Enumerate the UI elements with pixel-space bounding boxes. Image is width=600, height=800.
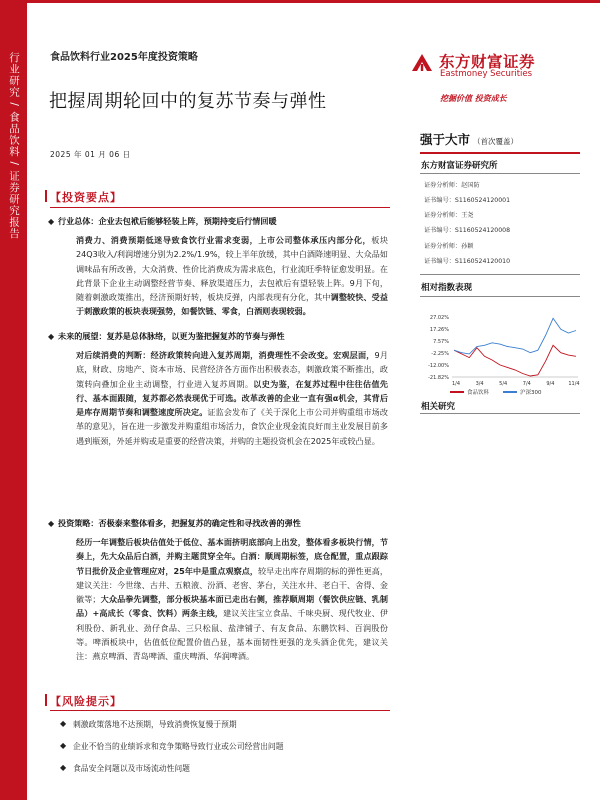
diamond-icon: ◆ — [48, 519, 55, 528]
bullet-strategy — [48, 518, 301, 529]
analyst-3-cert: 证书编号：S1160524120010 — [424, 258, 511, 265]
p3-text: 较早走出库存周期的标的弹性更高，建议关注：今世缘、古井、五粮液、汾酒、老窖、茅台，关注水井、老白干、舍得、金徽等； — [76, 565, 388, 605]
highlights-title: 【投资要点】 — [50, 191, 122, 204]
brand-mark-icon — [410, 51, 434, 75]
p1-bold-2: 调整较快、受益于刺激政策的板块表现强势，如餐饮链、零食，白酒则表现较弱。 — [76, 292, 388, 317]
brand-name-en: Eastmoney Securities — [440, 69, 533, 79]
institute-name: 东方财富证券研究所 — [421, 161, 498, 171]
rating-note: （首次覆盖） — [473, 137, 519, 146]
risk-title: 【风险提示】 — [50, 695, 122, 708]
brand-name-cn: 东方财富证券 — [439, 53, 536, 71]
legend-swatch-hs300 — [503, 391, 517, 393]
analyst-3-name: 证券分析师：孙颖 — [424, 243, 474, 250]
y-tick-label: 7.57% — [433, 339, 449, 345]
perf-chart-title: 相对指数表现 — [421, 283, 473, 293]
top-rule — [27, 0, 600, 3]
risk-text-2: 企业不恰当的业绩诉求和竞争策略导致行业或公司经营出问题 — [73, 742, 284, 751]
p2-bold-2: 以史为鉴，在复苏过程中往往估值先行、基本面跟随，复苏都必然表现优于可选。改革改善的企业一直有强α机会，其背后是库存周期节奏和调整速度所决定。 — [76, 378, 388, 418]
related-research-title: 相关研究 — [421, 402, 456, 412]
paragraph-outlook — [76, 348, 388, 448]
x-tick-label: 3/4 — [475, 381, 484, 387]
bullet-outlook — [48, 331, 285, 342]
legend-item-food — [450, 388, 489, 396]
paragraph-strategy — [76, 535, 388, 664]
diamond-icon: ◆ — [48, 332, 55, 341]
risk-item — [60, 741, 284, 752]
risk-text-3: 食品安全问题以及市场流动性问题 — [73, 764, 190, 773]
y-tick-label: -2.25% — [431, 351, 449, 357]
report-date: 2025 年 01 月 06 日 — [50, 150, 131, 159]
p2-text: 9月底，财政、房地产、资本市场、民营经济各方面作出积极表态，刺激政策不断推出，政策转向叠加企业主动调整，行业进入复苏周期。 — [76, 350, 388, 389]
diamond-icon: ◆ — [60, 741, 67, 750]
sidebar-label: 行业研究 / 食品饮料 / 证券研究报告 — [8, 52, 20, 240]
bullet-industry — [48, 216, 277, 227]
rating-divider — [420, 152, 580, 154]
diamond-icon: ◆ — [60, 719, 67, 728]
x-tick-label: 7/4 — [522, 381, 531, 387]
legend-label-food: 食品饮料 — [467, 390, 490, 396]
series-line-food-beverage — [454, 345, 576, 376]
y-tick-label: -21.82% — [428, 375, 449, 381]
analyst-1-cert: 证书编号：S1160524120001 — [424, 197, 511, 204]
x-tick-label: 1/4 — [451, 381, 461, 387]
p3-text-2: 建议关注宝立食品、千味央厨、现代牧业、伊利股份、新乳业、劲仔食品、三只松鼠、盐津铺子、有友食品、东鹏饮料、百润股份等。啤酒板块中，估值低位配置价值凸显，基本面韧性更强的龙头酒企优先，建议关注：燕京啤酒、青岛啤酒、重庆啤酒、华润啤酒。 — [76, 608, 388, 662]
brand-logo — [410, 49, 555, 79]
sidebar-band — [0, 0, 27, 800]
brand-slogan: 挖掘价值 投资成长 — [440, 94, 507, 103]
risk-divider — [50, 710, 390, 711]
report-industry: 食品饮料行业2025年度投资策略 — [50, 52, 198, 63]
paragraph-consumption — [76, 233, 388, 319]
x-tick-label: 5/4 — [499, 381, 508, 387]
analyst-1-name: 证券分析师：赵国防 — [424, 182, 480, 189]
x-tick-label: 9/4 — [546, 381, 555, 387]
y-tick-label: 17.26% — [429, 327, 449, 333]
diamond-icon: ◆ — [48, 217, 55, 226]
rating-label: 强于大市 — [420, 132, 471, 147]
related-divider-top — [420, 413, 580, 414]
y-tick-label: -12.00% — [428, 363, 449, 369]
p2-text-2: 证监会发布了《关于深化上市公司并购重组市场改革的意见》，旨在进一步激发并购重组市场活力，食饮企业现金流良好而主业发展目前多遇到瓶颈，外延并购或是重要的经营决策，并购的主题投资机会在2025年或较凸显。 — [76, 407, 388, 446]
y-tick-label: 27.02% — [429, 315, 449, 321]
risk-item — [60, 763, 190, 774]
x-tick-label: 11/4 — [568, 381, 580, 387]
series-line-hs300 — [454, 318, 576, 354]
bullet-strategy-text: 投资策略：否极泰来整体看多，把握复苏的确定性和寻找改善的弹性 — [58, 518, 301, 528]
p1-text: 板块24Q3收入/利润增速分别为2.2%/1.9%，较上半年放缓，其中白酒降速明显、大众品如调味品有所改善，大众消费、性价比消费成为需求底色，行业流旺季特征愈发明显。在此背景下企业主动调整经营节奏、释放渠道压力，去包袱后有望轻装上阵。9月下旬，随着刺激政策推出，经济预期好转，板块反弹，内部表现有分化，其中 — [76, 235, 388, 303]
bullet-outlook-text: 未来的展望：复苏是总体脉络，以更为鉴把握复苏的节奏与弹性 — [58, 331, 285, 341]
report-title: 把握周期轮回中的复苏节奏与弹性 — [49, 91, 327, 112]
chart-title-divider — [420, 296, 580, 297]
p1-bold: 消费力、消费预期低迷导致食饮行业需求变弱，上市公司整体承压内部分化， — [76, 235, 372, 245]
analyst-2-cert: 证书编号：S1160524120008 — [424, 227, 511, 234]
diamond-icon: ◆ — [60, 763, 67, 772]
bullet-industry-text: 行业总体：企业去包袱后能够轻装上阵，预期持变后行情回暖 — [58, 216, 277, 226]
rating — [420, 130, 518, 148]
legend-label-hs300: 沪深300 — [520, 390, 542, 396]
chart-top-divider — [420, 274, 580, 275]
analyst-2-name: 证券分析师：王尧 — [424, 212, 474, 219]
p2-bold: 对后续消费的判断：经济政策转向进入复苏周期，消费理性不会改变。宏观层面， — [76, 350, 375, 360]
relative-performance-chart — [420, 313, 580, 398]
risk-text-1: 刺激政策落地不达预期，导致消费恢复慢于预期 — [73, 720, 237, 729]
risk-item — [60, 719, 237, 730]
legend-swatch-food — [450, 391, 464, 393]
p3-bold-2: 大众品拳先调整，部分板块基本面已走出右侧，推荐顺周期（餐饮供应链、乳制品）+高成长（零食、饮料）两条主线， — [76, 594, 388, 619]
legend-item-hs300 — [503, 388, 542, 396]
highlights-divider — [50, 207, 390, 208]
p3-bold: 经历一年调整后板块估值处于低位、基本面挤明底部向上出发，整体看多板块行情，节奏上，先大众品后白酒，并购主题贯穿全年。白酒：顺周期标签，底仓配置，重点跟踪节日批价及企业管理应对，25年中是重点观察点， — [76, 537, 388, 576]
institute-divider — [420, 173, 580, 174]
